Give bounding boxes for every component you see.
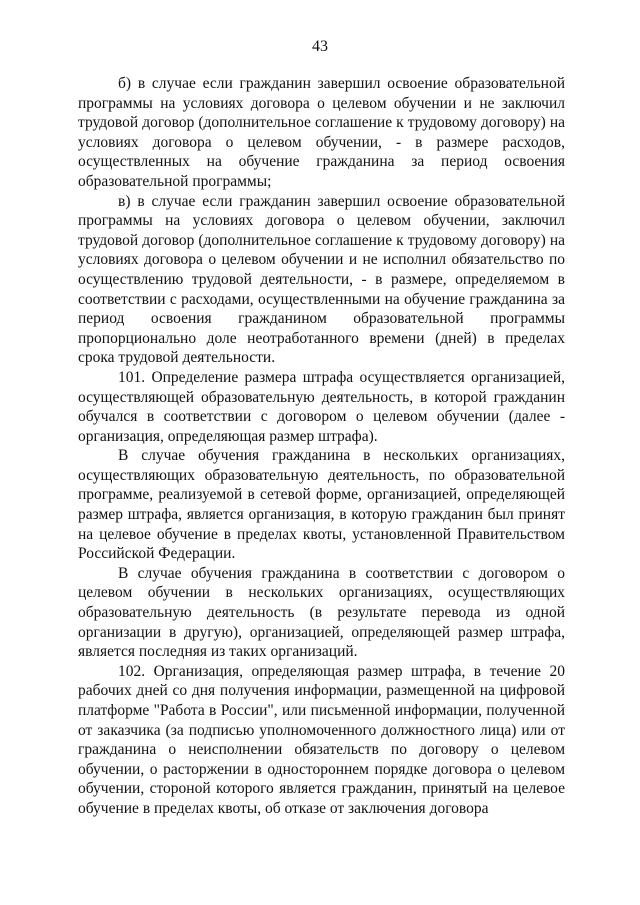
page-number: 43 [312,38,328,55]
paragraph-item-102: 102. Организация, определяющая размер штрафа, в течение 20 рабочих дней со дня получения информации, размещенной на цифровой платформе "Работа в России", или письменной информации, полученной от заказчика (за подписью уполномоченного должностного лица) или от гражданина о неисполнении обязательств по договору о целевом обучении, о расторжении в одностороннем порядке договора о целевом обучении, стороной которого является гражданин, принятый на целевое обучение в пределах квоты, об отказе от заключения договора [78,662,565,817]
paragraph-subitem-v: в) в случае если гражданин завершил освоение образовательной программы на условиях договора о целевом обучении, заключил трудовой договор (дополнительное соглашение к трудовому договору) на условиях договора о целевом обучении и не исполнил обязательство по осуществлению трудовой деятельности, - в размере, определяемом в соответствии с расходами, осуществленными на обучение гражданина за период освоения гражданином образовательной программы пропорционально доле неотработанного времени (дней) в пределах срока трудовой деятельности. [78,192,565,367]
paragraph-network-form: В случае обучения гражданина в нескольких организациях, осуществляющих образовательную деятельность, по образовательной программе, реализуемой в сетевой форме, организацией, определяющей размер штрафа, является организация, в которую гражданин был принят на целевое обучение в пределах квоты, установленной Правительством Российской Федерации. [78,447,565,563]
paragraph-item-101: 101. Определение размера штрафа осуществляется организацией, осуществляющей образовательную деятельность, в которой гражданин обучался в соответствии с договором о целевом обучении (далее - организация, определяющая размер штрафа). [78,368,565,445]
document-body [78,74,565,819]
paragraph-transfer: В случае обучения гражданина в соответствии с договором о целевом обучении в нескольких организациях, осуществляющих образовательную деятельность (в результате перевода из одной организации в другую), организацией, определяющей размер штрафа, является последняя из таких организаций. [78,564,565,661]
paragraph-subitem-b: б) в случае если гражданин завершил освоение образовательной программы на условиях договора о целевом обучении и не заключил трудовой договор (дополнительное соглашение к трудовому договору) на условиях договора о целевом обучении, - в размере расходов, осуществленных на обучение гражданина за период освоения образовательной программы; [78,75,565,190]
